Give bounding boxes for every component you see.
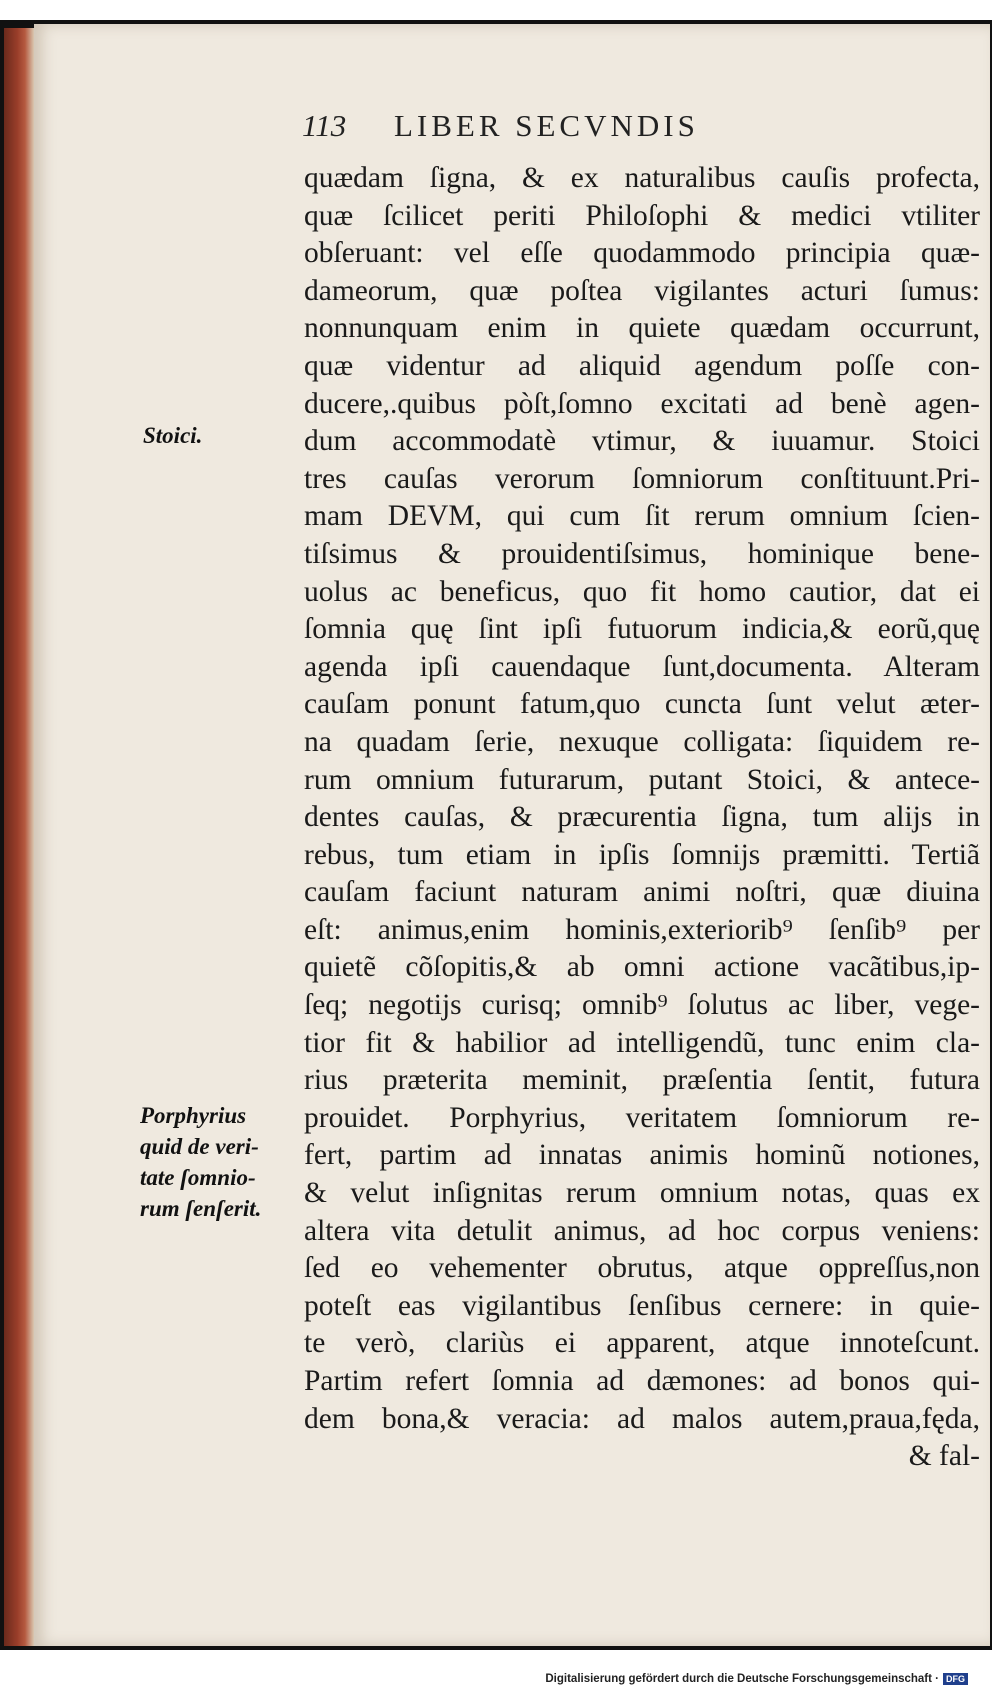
text-line: tres cauſas verorum ſomniorum conſtituunt.Pri- <box>304 462 980 495</box>
text-line: rebus, tum etiam in ipſis ſomnijs præmitti. Tertiã <box>304 838 980 871</box>
running-header <box>302 108 862 148</box>
text-line: fert, partim ad innatas animis hominũ notiones, <box>304 1139 980 1172</box>
marginal-line: Stoici. <box>143 423 203 448</box>
text-line: Partim refert ſomnia ad dæmones: ad bonos qui- <box>304 1365 980 1397</box>
text-line: quæ ſcilicet periti Philoſophi & medici vtiliter <box>304 199 980 232</box>
text-line: & velut inſignitas rerum omnium notas, quas ex <box>304 1177 980 1210</box>
marginal-note-stoici <box>143 420 202 451</box>
text-line: dameorum, quæ poſtea vigilantes acturi ſumus: <box>304 274 980 307</box>
text-line: mam DEVM, qui cum ſit rerum omnium ſcien- <box>304 500 980 533</box>
marginal-line: rum ſenſerit. <box>140 1196 262 1221</box>
marginal-line: Porphyrius <box>140 1103 247 1128</box>
text-line: na quadam ſerie, nexuque colligata: ſiquidem re- <box>304 725 980 758</box>
text-line: dum accommodatè vtimur, & iuuamur. Stoici <box>304 425 980 458</box>
folio-number: 113 <box>302 108 347 143</box>
text-line: obſeruant: vel eſſe quodammodo principia quæ- <box>304 237 980 270</box>
text-line: ſeq; negotijs curisq; omnib⁹ ſolutus ac liber, vege- <box>304 989 980 1022</box>
body-text <box>304 160 980 1476</box>
text-line: ducere,.quibus pòſt,ſomno excitati ad benè agen- <box>304 387 980 420</box>
text-line: cauſam ponunt fatum,quo cuncta ſunt velut æter- <box>304 688 980 721</box>
text-line: ſomnia quę ſint ipſi futuorum indicia,& eorũ,quę <box>304 613 980 646</box>
text-line: prouidet. Porphyrius, veritatem ſomniorum re- <box>304 1101 980 1134</box>
text-line: tior fit & habilior ad intelligendũ, tunc enim cla- <box>304 1026 980 1059</box>
catchword: & fal- <box>908 1440 980 1473</box>
text-line: dem bona,& veracia: ad malos autem,praua,fęda, <box>304 1402 980 1435</box>
text-line: cauſam faciunt naturam animi noſtri, quæ diuina <box>304 876 980 909</box>
dfg-logo-icon: DFG <box>943 1673 968 1685</box>
running-head-title: LIBER SECVNDIS <box>393 108 699 143</box>
marginal-line: tate ſomnio- <box>140 1165 256 1190</box>
text-line: altera vita detulit animus, ad hoc corpus veniens: <box>304 1214 980 1247</box>
text-line: dentes cauſas, & præcurentia ſigna, tum alijs in <box>304 801 980 834</box>
text-line: ſed eo vehementer obrutus, atque oppreſſus,non <box>304 1252 980 1285</box>
text-line: quæ videntur ad aliquid agendum poſſe con- <box>304 349 980 382</box>
text-line: poteſt eas vigilantibus ſenſibus cernere: in quie- <box>304 1289 980 1322</box>
text-line: quietẽ cõſopitis,& ab omni actione vacãtibus,ip- <box>304 951 980 984</box>
text-line: quædam ſigna, & ex naturalibus cauſis profecta, <box>304 162 980 194</box>
text-line: nonnunquam enim in quiete quædam occurrunt, <box>304 312 980 345</box>
text-line: te verò, clariùs ei apparent, atque innoteſcunt. <box>304 1327 980 1360</box>
credit-text: Digitalisierung gefördert durch die Deutsche Forschungsgemeinschaft · <box>545 1673 939 1685</box>
text-line: eſt: animus,enim hominis,exteriorib⁹ ſenſib⁹ per <box>304 913 980 946</box>
marginal-note-porphyrius <box>140 1100 261 1224</box>
marginal-line: quid de veri- <box>140 1134 259 1159</box>
text-line: tiſsimus & prouidentiſsimus, hominique bene- <box>304 537 980 570</box>
digitization-credit <box>545 1672 968 1686</box>
text-line: uolus ac beneficus, quo fit homo cautior, dat ei <box>304 575 980 608</box>
text-line: rius præterita meminit, præſentia ſentit, futura <box>304 1064 980 1097</box>
text-line: rum omnium futurarum, putant Stoici, & antece- <box>304 763 980 796</box>
book-spine-edge <box>4 28 34 1646</box>
text-line: agenda ipſi cauendaque ſunt,documenta. Alteram <box>304 650 980 683</box>
